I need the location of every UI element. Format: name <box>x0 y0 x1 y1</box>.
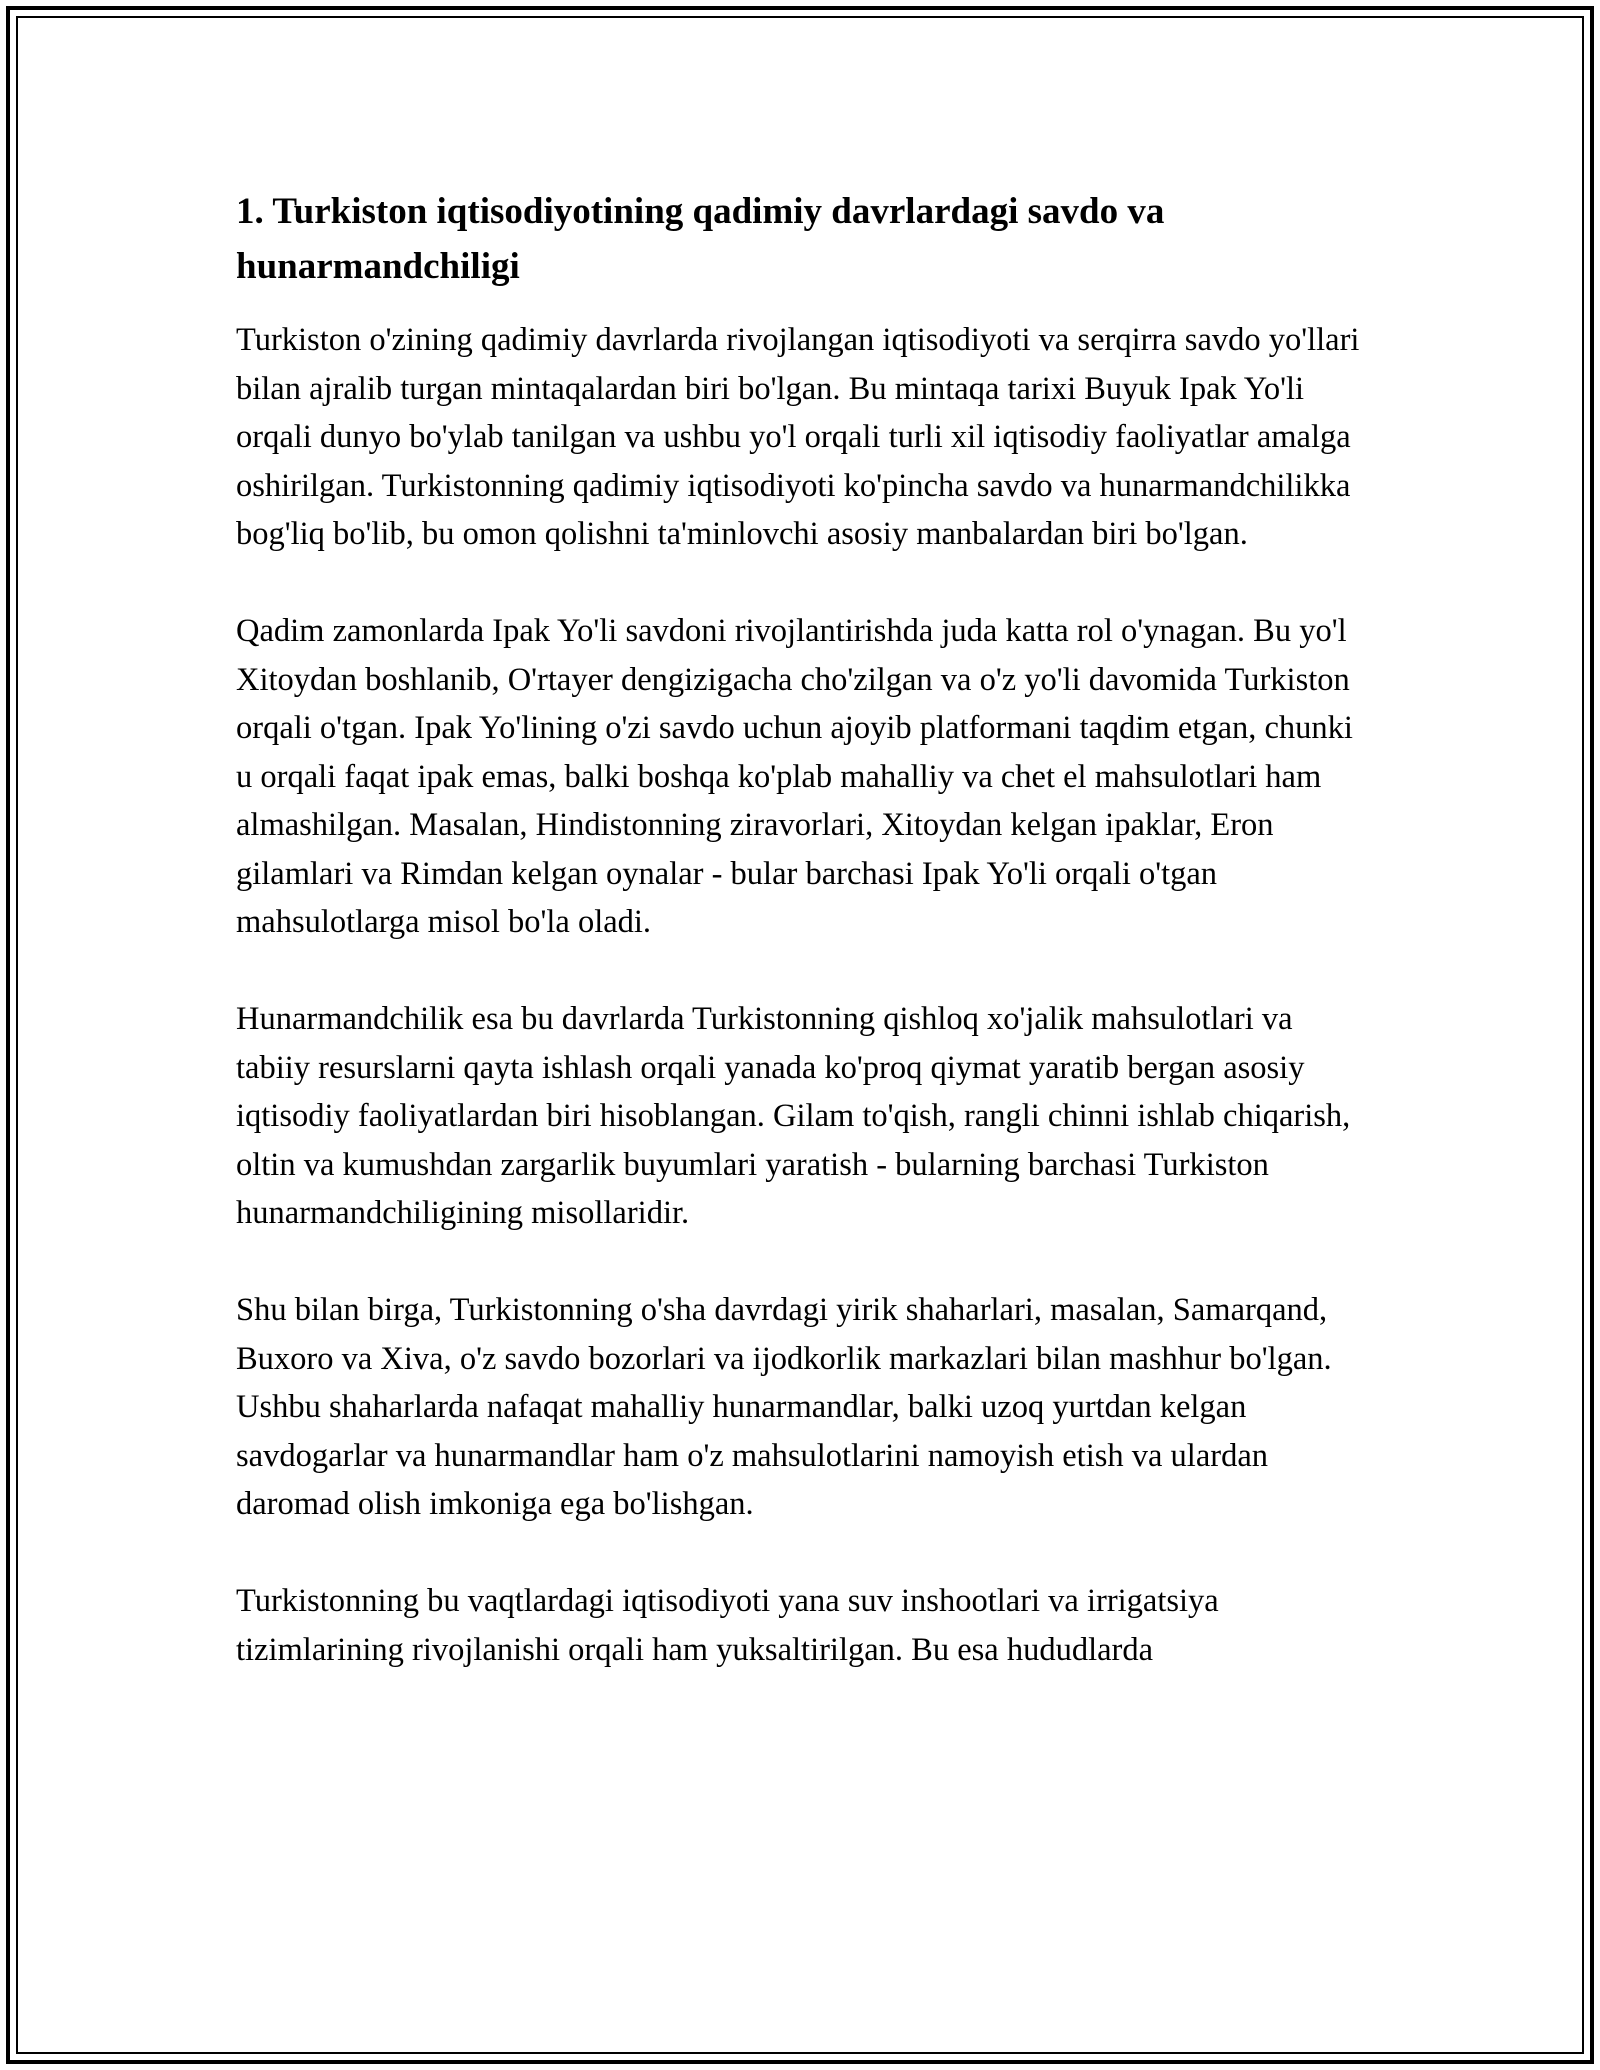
paragraph-2: Qadim zamonlarda Ipak Yo'li savdoni rivojlantirishda juda katta rol o'ynagan. Bu yo'l Xitoydan boshlanib, O'rtayer dengizigacha cho'zilgan va o'z yo'li davomida Turkiston orqali o'tgan. Ipak Yo'lining o'zi savdo uchun ajoyib platformani taqdim etgan, chunki u orqali faqat ipak emas, balki boshqa ko'plab mahalliy va chet el mahsulotlari ham almashilgan. Masalan, Hindistonning ziravorlari, Xitoydan kelgan ipaklar, Eron gilamlari va Rimdan kelgan oynalar - bular barchasi Ipak Yo'li orqali o'tgan mahsulotlarga misol bo'la oladi. <box>236 613 1353 940</box>
paragraph-3: Hunarmandchilik esa bu davrlarda Turkistonning qishloq xo'jalik mahsulotlari va tabiiy resurslarni qayta ishlash orqali yanada ko'proq qiymat yaratib bergan asosiy iqtisodiy faoliyatlardan biri hisoblangan. Gilam to'qish, rangli chinni ishlab chiqarish, oltin va kumushdan zargarlik buyumlari yaratish - bularning barchasi Turkiston hunarmandchiligining misollaridir. <box>236 1001 1351 1231</box>
paragraph-1: Turkiston o'zining qadimiy davrlarda rivojlangan iqtisodiyoti va serqirra savdo yo'llari bilan ajralib turgan mintaqalardan biri bo'lgan. Bu mintaqa tarixi Buyuk Ipak Yo'li orqali dunyo bo'ylab tanilgan va ushbu yo'l orqali turli xil iqtisodiy faoliyatlar amalga oshirilgan. Turkistonning qadimiy iqtisodiyoti ko'pincha savdo va hunarmandchilikka bog'liq bo'lib, bu omon qolishni ta'minlovchi asosiy manbalardan biri bo'lgan. <box>236 322 1360 552</box>
paragraph-4: Shu bilan birga, Turkistonning o'sha davrdagi yirik shaharlari, masalan, Samarqand, Buxoro va Xiva, o'z savdo bozorlari va ijodkorlik markazlari bilan mashhur bo'lgan. Ushbu shaharlarda nafaqat mahalliy hunarmandlar, balki uzoq yurtdan kelgan savdogarlar va hunarmandlar ham o'z mahsulotlarini namoyish etish va ulardan daromad olish imkoniga ega bo'lishgan. <box>236 1292 1332 1522</box>
paragraph-5: Turkistonning bu vaqtlardagi iqtisodiyoti yana suv inshootlari va irrigatsiya tizimlarining rivojlanishi orqali ham yuksaltirilgan. Bu esa hududlarda <box>236 1583 1219 1668</box>
document-title: 1. Turkiston iqtisodiyotining qadimiy davrlardagi savdo va hunarmandchiligi <box>236 191 1165 287</box>
document-body <box>236 184 1366 1723</box>
